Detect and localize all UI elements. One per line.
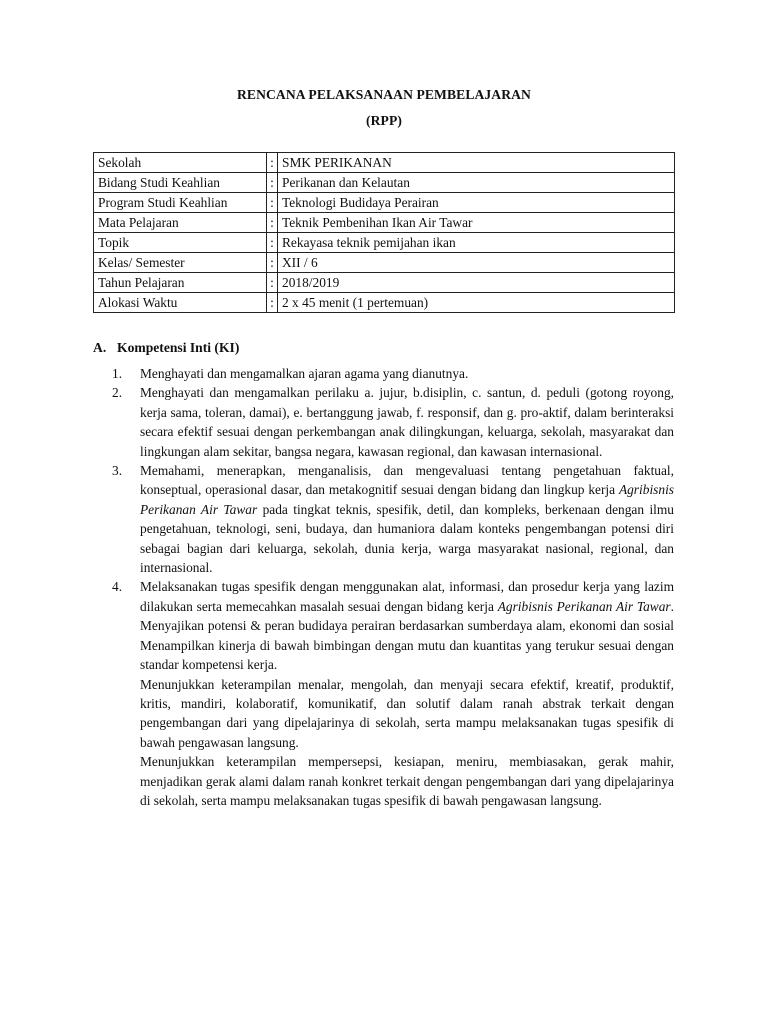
table-row [94, 213, 675, 233]
table-row [94, 253, 675, 273]
item-text-part: Memahami, menerapkan, menganalisis, dan mengevaluasi tentang pengetahuan faktual, konseptual, operasional dasar, dan metakognitif sesuai dengan bidang dan lingkup kerja [140, 463, 674, 498]
row-separator: : [267, 153, 278, 173]
row-value: XII / 6 [278, 253, 675, 273]
table-row [94, 233, 675, 253]
item-paragraph: Menunjukkan keterampilan mempersepsi, kesiapan, meniru, membiasakan, gerak mahir, menjadikan gerak alami dalam ranah konkret terkait dengan pengembangan dari yang dipelajarinya di sekolah, serta mampu melaksanakan tugas spesifik di bawah pengawasan langsung. [140, 754, 674, 808]
item-number: 4. [112, 579, 123, 595]
row-value: SMK PERIKANAN [278, 153, 675, 173]
row-separator: : [267, 293, 278, 313]
table-row [94, 193, 675, 213]
item-text: Menghayati dan mengamalkan perilaku a. jujur, b.disiplin, c. santun, d. peduli (gotong royong, kerja sama, toleran, damai), e. bertanggung jawab, f. responsif, dan g. pro-aktif, dalam berinteraksi secara efektif sesuai dengan perkembangan anak dilingkungan, keluarga, sekolah, masyarakat dan lingkungan alam sekitar, bangsa negara, kawasan regional, dan kawasan internasional. [140, 385, 674, 459]
row-separator: : [267, 253, 278, 273]
row-separator: : [267, 173, 278, 193]
row-label: Kelas/ Semester [94, 253, 267, 273]
row-separator: : [267, 193, 278, 213]
row-value: 2018/2019 [278, 273, 675, 293]
section-title: Kompetensi Inti (KI) [117, 340, 240, 355]
item-paragraph: Menunjukkan keterampilan menalar, mengolah, dan menyaji secara efektif, kreatif, produktif, kritis, mandiri, kolaboratif, komunikatif, dan solutif dalam ranah abstrak terkait dengan pengembangan dari yang dipelajarinya di sekolah, serta mampu melaksanakan tugas spesifik di bawah pengawasan langsung. [140, 676, 674, 750]
row-label: Bidang Studi Keahlian [94, 173, 267, 193]
row-value: Teknik Pembenihan Ikan Air Tawar [278, 213, 675, 233]
row-label: Mata Pelajaran [94, 213, 267, 233]
item-text-italic: Agribisnis Perikanan Air Tawar [497, 598, 671, 614]
row-label: Tahun Pelajaran [94, 273, 267, 293]
section-heading [93, 340, 239, 356]
item-text [140, 577, 674, 674]
row-label: Program Studi Keahlian [94, 193, 267, 213]
competency-list [112, 364, 674, 810]
item-text-part: pada tingkat teknis, spesifik, detil, dan kompleks, berkenaan dengan ilmu pengetahuan, teknologi, seni, budaya, dan humaniora dalam konteks pengembangan potensi diri sebagai bagian dari keluarga, sekolah, dunia kerja, warga masyarakat nasional, regional, dan internasional. [140, 501, 675, 576]
table-row [94, 293, 675, 313]
item-number: 3. [112, 463, 123, 479]
row-label: Sekolah [94, 153, 267, 173]
item-text [140, 461, 674, 577]
table-row [94, 153, 675, 173]
item-number: 2. [112, 385, 123, 401]
table-row [94, 273, 675, 293]
row-separator: : [267, 233, 278, 253]
item-number: 1. [112, 366, 123, 381]
row-label: Topik [94, 233, 267, 253]
row-separator: : [267, 213, 278, 233]
row-value: Rekayasa teknik pemijahan ikan [278, 233, 675, 253]
section-letter: A. [93, 340, 107, 355]
row-value: Teknologi Budidaya Perairan [278, 193, 675, 213]
item-text: Menghayati dan mengamalkan ajaran agama yang dianutnya. [140, 366, 469, 381]
list-item [112, 383, 674, 461]
list-item [112, 461, 674, 577]
document-subtitle: (RPP) [366, 113, 402, 128]
table-row [94, 173, 675, 193]
item-text-italic: Agribisnis Perikanan Air Tawar [140, 482, 674, 517]
row-value: Perikanan dan Kelautan [278, 173, 675, 193]
row-value: 2 x 45 menit (1 pertemuan) [278, 293, 675, 313]
document-title: RENCANA PELAKSANAAN PEMBELAJARAN [237, 87, 531, 102]
list-item [112, 577, 674, 810]
info-table [93, 152, 675, 313]
row-separator: : [267, 273, 278, 293]
row-label: Alokasi Waktu [94, 293, 267, 313]
item-text-part: Melaksanakan tugas spesifik dengan menggunakan alat, informasi, dan prosedur kerja yang lazim dilakukan serta memecahkan masalah sesuai dengan bidang kerja [140, 579, 674, 614]
item-text-part: . Menyajikan potensi & peran budidaya perairan berdasarkan sumberdaya alam, ekonomi dan sosial Menampilkan kinerja di bawah bimbingan dengan mutu dan kuantitas yang terukur sesuai dengan standar kompetensi kerja. [140, 598, 674, 673]
list-item [112, 364, 674, 383]
